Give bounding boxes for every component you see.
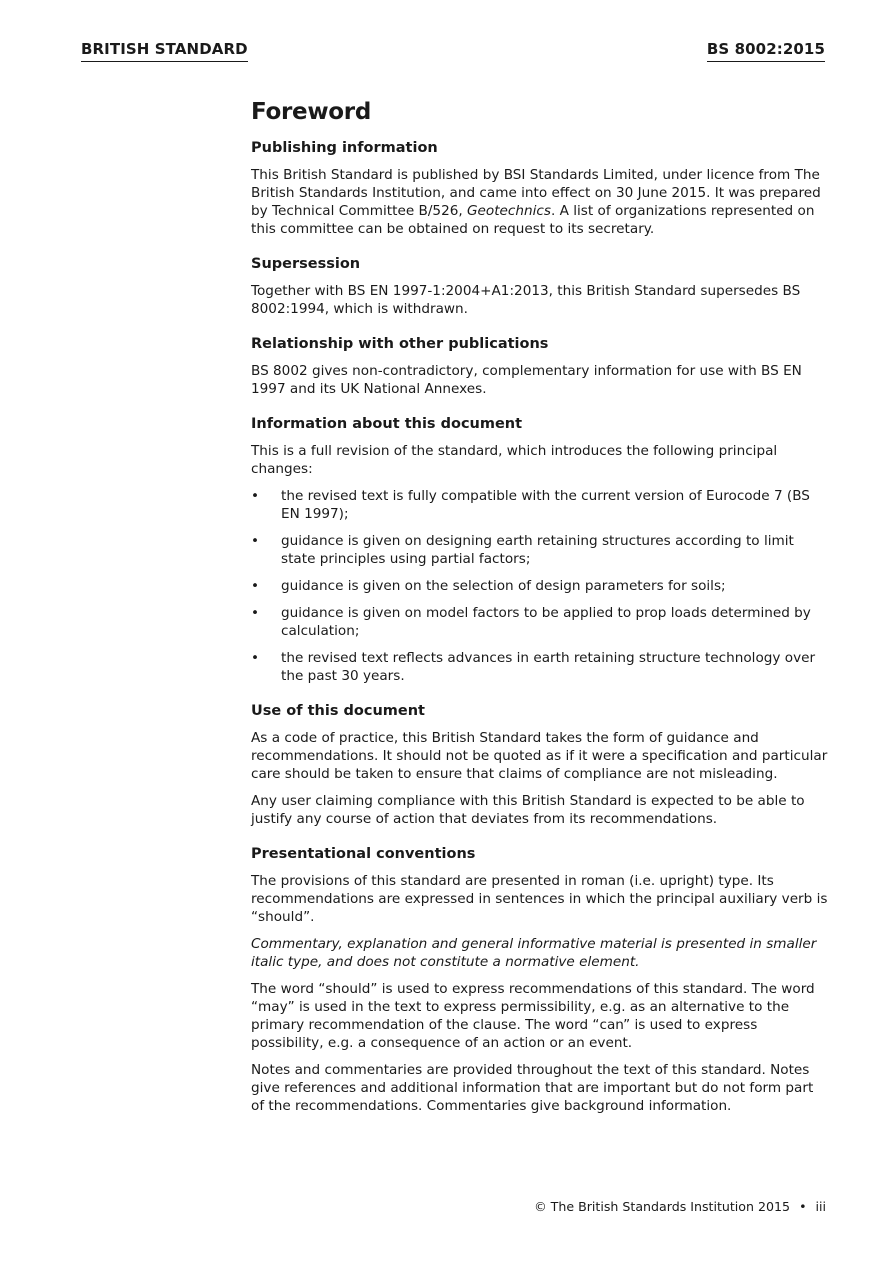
page-content [251,97,829,1115]
footer-separator: • [799,1199,807,1214]
committee-name: Geotechnics [467,203,551,219]
list-item-text: the revised text reflects advances in earth retaining structure technology over the past 30 years. [281,650,816,684]
section-supersession [251,255,829,318]
list-item-text: guidance is given on the selection of design parameters for soils; [281,578,726,594]
section-paragraph: As a code of practice, this British Standard takes the form of guidance and recommendations. It should not be quoted as if it were a specification and particular care should be taken to ensure that claims of compliance are not misleading. [251,730,828,782]
section-use-of-document [251,702,829,828]
bullet-icon: • [251,578,260,594]
paragraph-text: This British Standard is published by BSI Standards Limited, under licence from The British Standards Institution, and came into effect on 30 June 2015. It was prepared by Technical Committee B/526, [251,167,821,219]
header-standard-label: BRITISH STANDARD [81,40,248,62]
list-item [251,532,829,568]
list-item-text: guidance is given on designing earth retaining structures according to limit state principles using partial factors; [281,533,794,567]
section-heading: Information about this document [251,416,523,432]
header-standard-number: BS 8002:2015 [707,40,825,62]
section-paragraph: The provisions of this standard are presented in roman (i.e. upright) type. Its recommendations are expressed in sentences in which the principal auxiliary verb is “should”. [251,873,828,925]
bullet-icon: • [251,650,260,666]
bullet-icon: • [251,488,260,504]
copyright-notice: © The British Standards Institution 2015 [534,1199,791,1214]
commentary-paragraph: Commentary, explanation and general informative material is presented in smaller italic type, and does not constitute a normative element. [251,936,817,970]
section-heading: Use of this document [251,703,425,719]
paragraph-text: . A list of organizations represented on this committee can be obtained on request to its secretary. [251,203,815,237]
section-paragraph: Notes and commentaries are provided throughout the text of this standard. Notes give references and additional information that are important but do not form part of the recommendations. Commentaries give background information. [251,1062,814,1114]
section-heading: Supersession [251,256,361,272]
page-number: iii [815,1199,826,1214]
list-item-text: the revised text is fully compatible with the current version of Eurocode 7 (BS EN 1997); [281,488,810,522]
list-item [251,487,829,523]
section-heading: Relationship with other publications [251,336,549,352]
changes-list [251,487,829,685]
section-paragraph: The word “should” is used to express recommendations of this standard. The word “may” is used in the text to express permissibility, e.g. as an alternative to the primary recommendation of the clause. The word “can” is used to express possibility, e.g. a consequence of an action or an event. [251,981,815,1051]
section-information-about-document [251,415,829,685]
section-heading: Publishing information [251,140,438,156]
list-item [251,649,829,685]
bullet-icon: • [251,533,260,549]
section-paragraph: Together with BS EN 1997-1:2004+A1:2013, this British Standard supersedes BS 8002:1994, which is withdrawn. [251,283,801,317]
page-footer [534,1199,826,1215]
bullet-icon: • [251,605,260,621]
section-relationship [251,335,829,398]
section-presentational-conventions [251,845,829,1115]
section-publishing-information [251,139,829,238]
section-paragraph: Any user claiming compliance with this British Standard is expected to be able to justify any course of action that deviates from its recommendations. [251,793,805,827]
section-paragraph: This is a full revision of the standard, which introduces the following principal changes: [251,443,778,477]
section-paragraph: BS 8002 gives non-contradictory, complementary information for use with BS EN 1997 and its UK National Annexes. [251,363,802,397]
list-item-text: guidance is given on model factors to be applied to prop loads determined by calculation; [281,605,811,639]
list-item [251,604,829,640]
section-heading: Presentational conventions [251,846,476,862]
section-paragraph [251,166,829,238]
page-title: Foreword [251,99,371,125]
list-item [251,577,829,595]
